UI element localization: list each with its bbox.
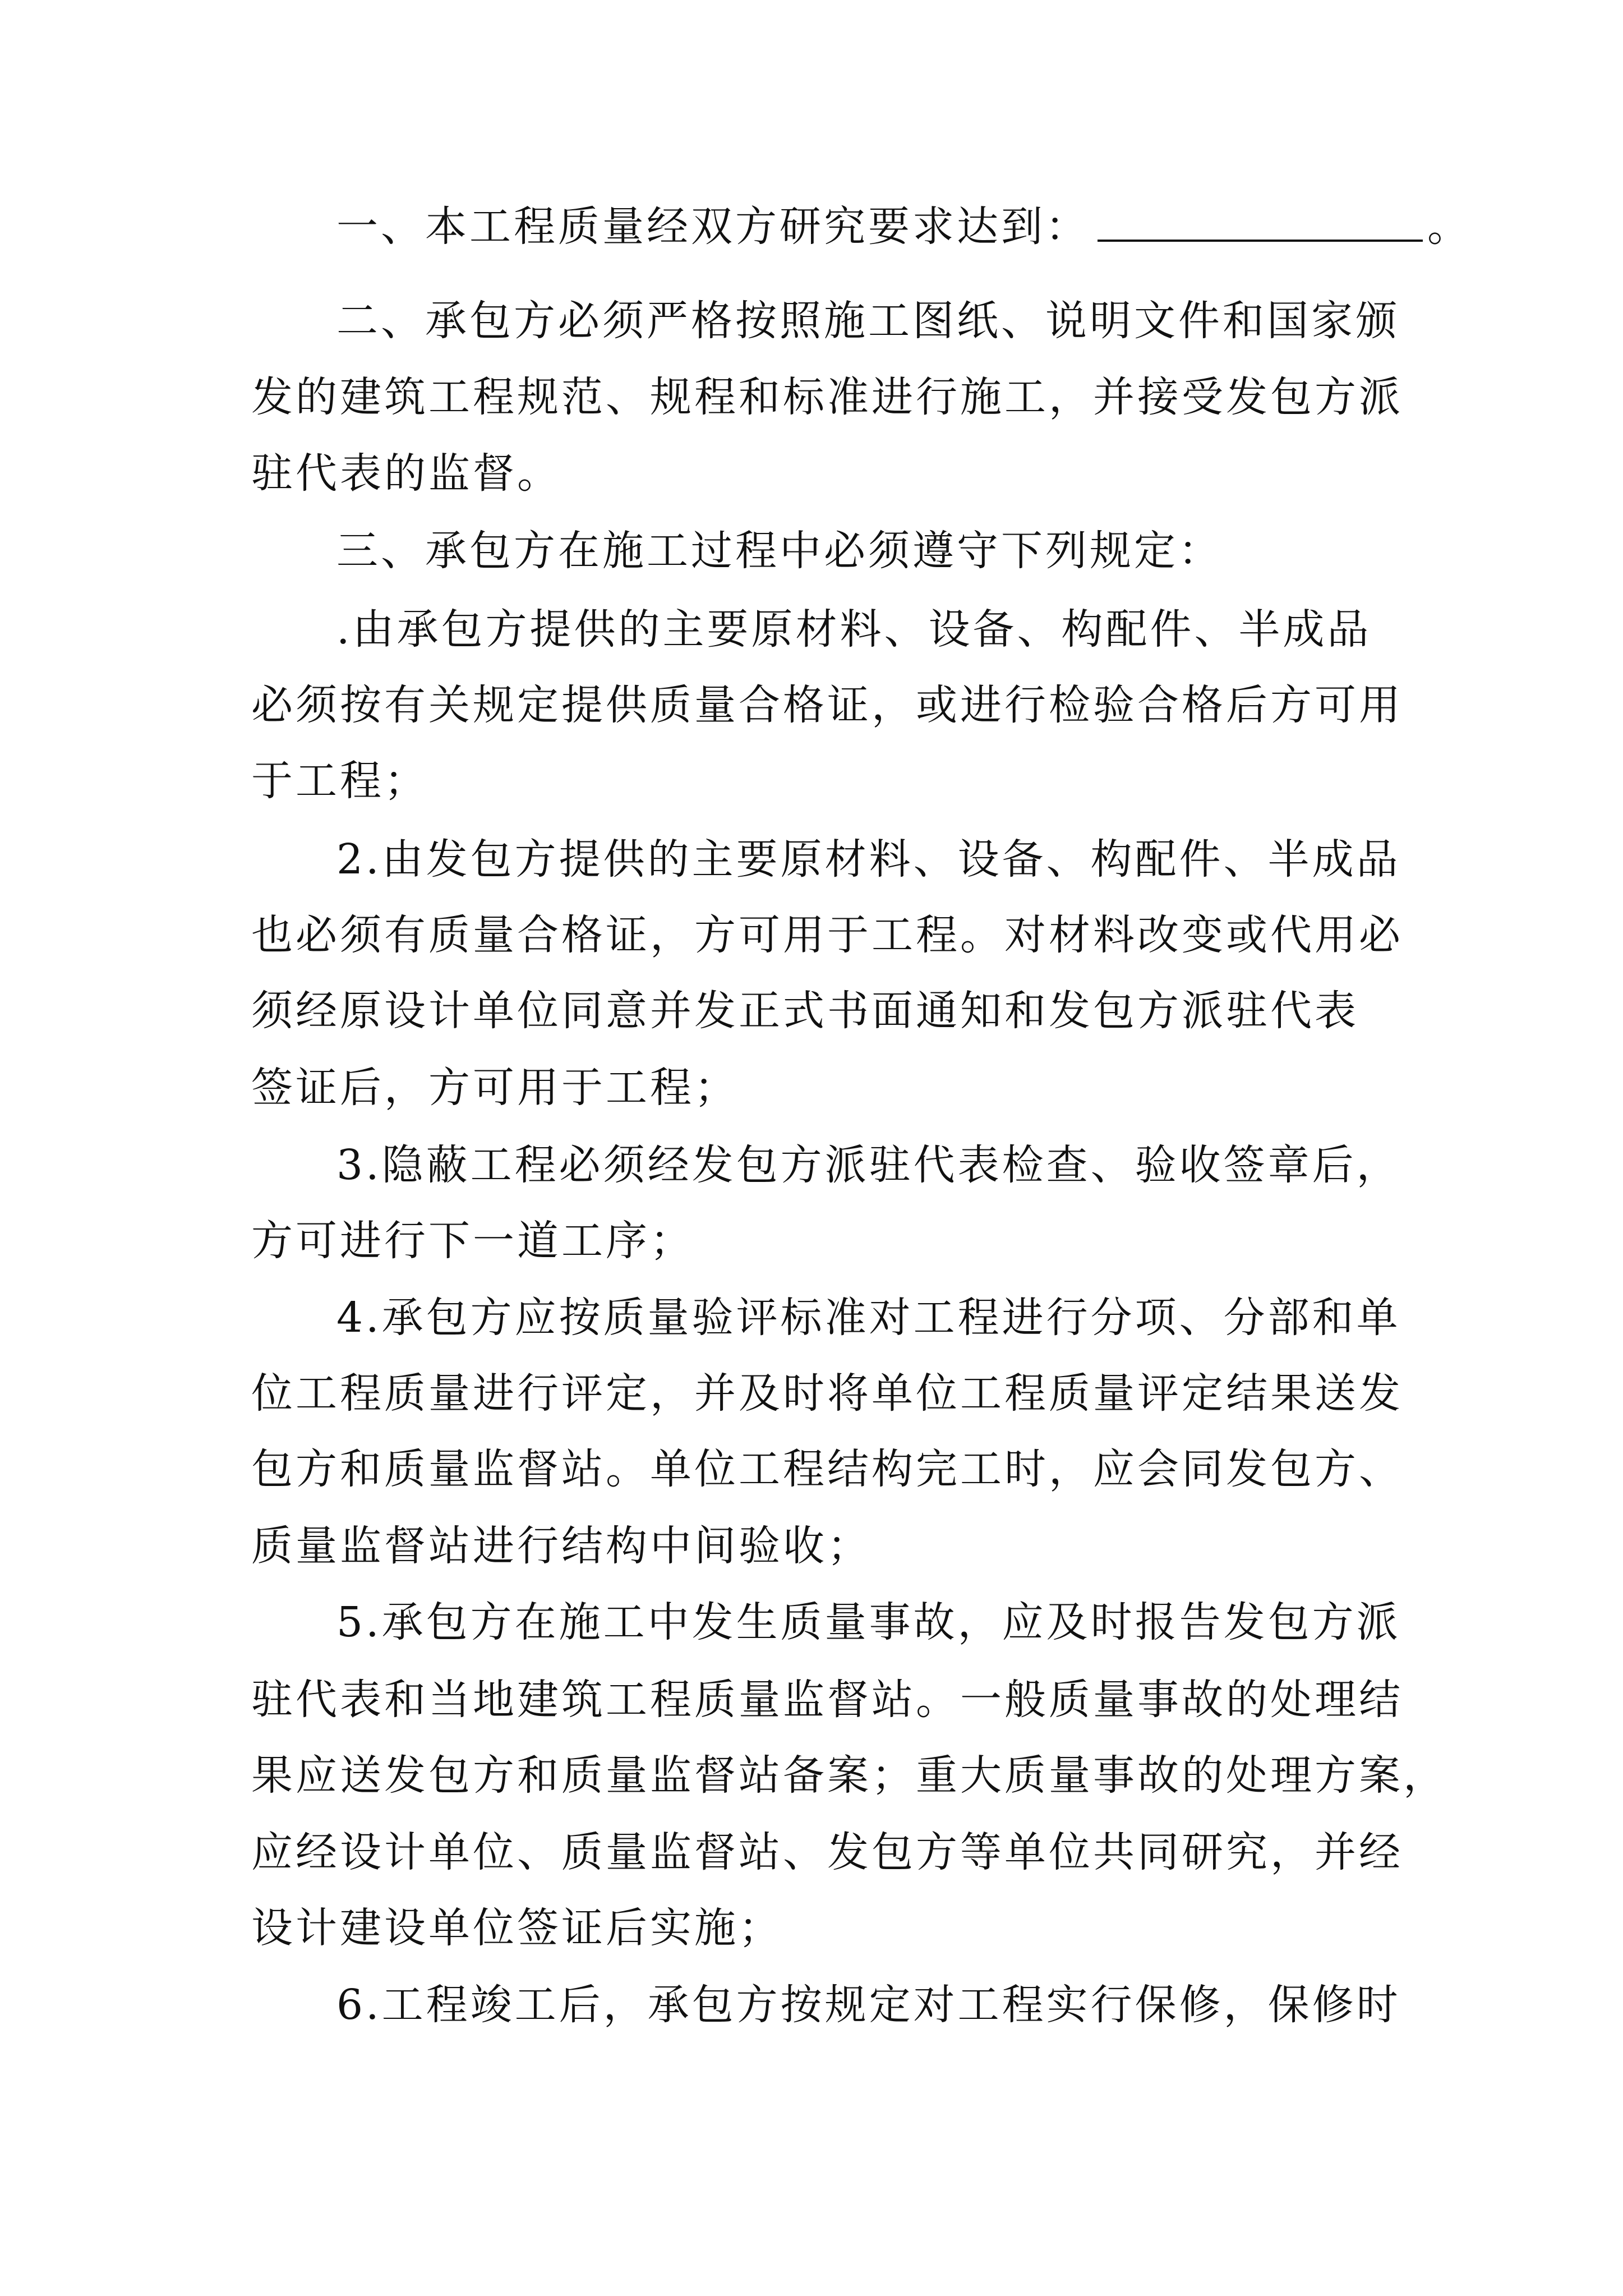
rule-4-line-3: 包方和质量监督站。单位工程结构完工时，应会同发包方、 [251,1445,1403,1493]
rule-4-line-2: 位工程质量进行评定，并及时将单位工程质量评定结果送发 [251,1369,1403,1418]
rule-5-line-5: 设计建设单位签证后实施； [251,1904,783,1952]
rule-2-line-1: 2.由发包方提供的主要原材料、设备、构配件、半成品 [336,835,1401,884]
rule-5-line-4: 应经设计单位、质量监督站、发包方等单位共同研究，并经 [251,1828,1403,1876]
paragraph-quality-standard-line-1 [336,197,1472,256]
rule-4-line-1: 4.承包方应按质量验评标准对工程进行分项、分部和单 [336,1294,1401,1342]
rule-5-line-3: 果应送发包方和质量监督站备案；重大质量事故的处理方案， [251,1751,1447,1800]
paragraph-construction-standards-line-2: 发的建筑工程规范、规程和标准进行施工，并接受发包方派 [251,373,1403,421]
rule-5-line-1: 5.承包方在施工中发生质量事故，应及时报告发包方派 [336,1598,1401,1646]
quality-standard-blank-field[interactable] [1098,234,1423,242]
rule-1-line-1: .由承包方提供的主要原材料、设备、构配件、半成品 [336,605,1372,654]
quality-standard-end-mark: 。 [1427,203,1472,251]
paragraph-rules-intro-line-1: 三、承包方在施工过程中必须遵守下列规定： [336,527,1223,575]
rule-3-line-1: 3.隐蔽工程必须经发包方派驻代表检查、验收签章后， [336,1141,1401,1189]
rule-3-line-2: 方可进行下一道工序； [251,1217,694,1265]
rule-2-line-4: 签证后，方可用于工程； [251,1064,739,1112]
rule-6-line-1: 6.工程竣工后，承包方按规定对工程实行保修，保修时 [336,1981,1401,2029]
rule-5-line-2: 驻代表和当地建筑工程质量监督站。一般质量事故的处理结 [251,1676,1403,1724]
rule-2-line-2: 也必须有质量合格证，方可用于工程。对材料改变或代用必 [251,911,1403,959]
rule-4-line-4: 质量监督站进行结构中间验收； [251,1522,872,1570]
rule-1-line-3: 于工程； [251,757,428,805]
paragraph-construction-standards-line-3: 驻代表的监督。 [251,449,561,498]
rule-1-line-2: 必须按有关规定提供质量合格证，或进行检验合格后方可用 [251,681,1403,729]
paragraph-construction-standards-line-1: 二、承包方必须严格按照施工图纸、说明文件和国家颁 [336,297,1400,345]
rule-2-line-3: 须经原设计单位同意并发正式书面通知和发包方派驻代表 [251,987,1359,1035]
quality-standard-text: 一、本工程质量经双方研究要求达到： [336,203,1090,251]
